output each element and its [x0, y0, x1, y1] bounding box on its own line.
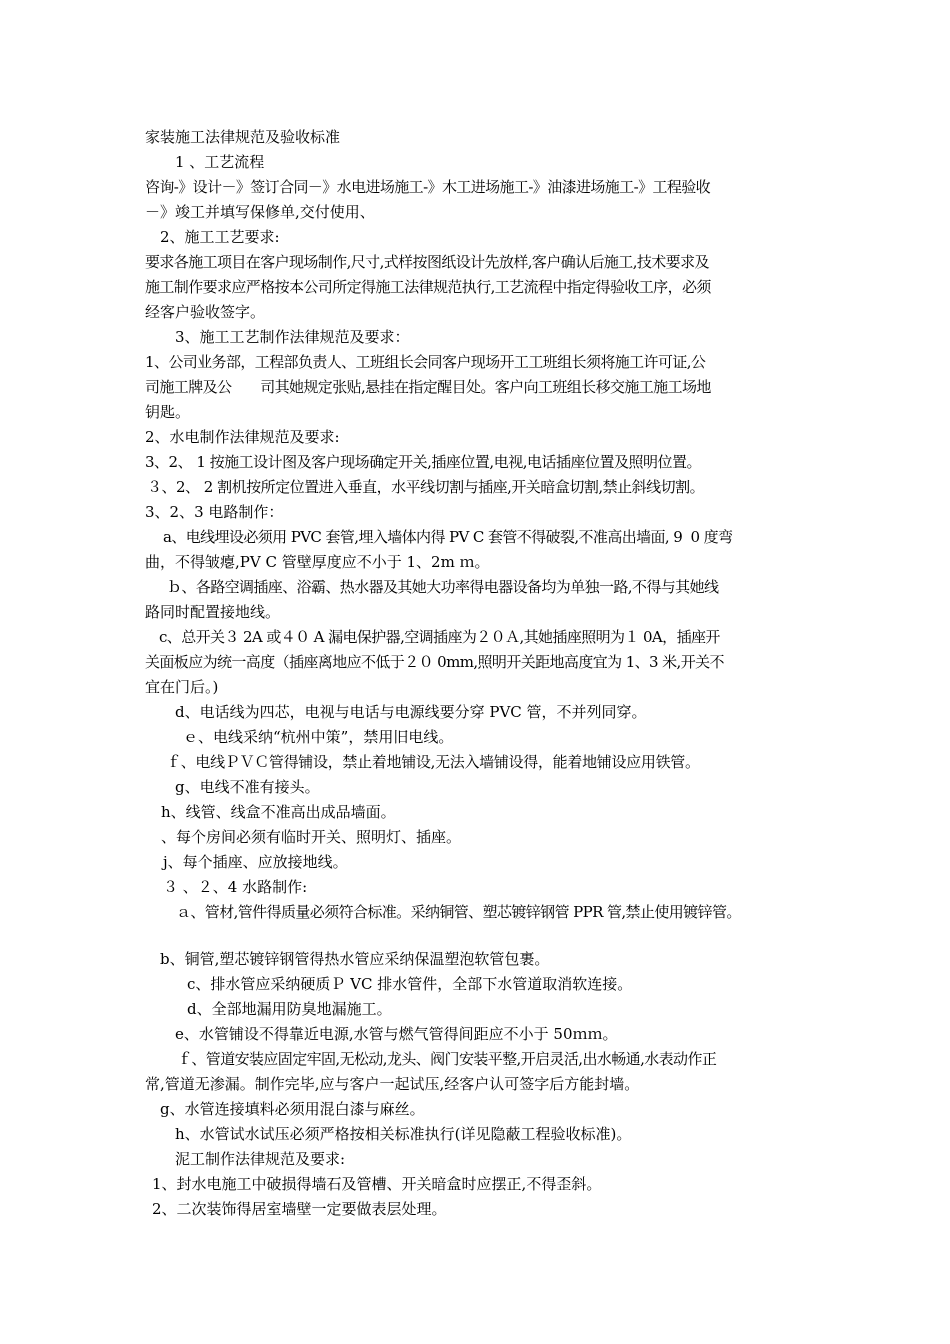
- paragraph-line: c、总开关３ 2A 或４０ A 漏电保护器,空调插座为２０Ａ,其她插座照明为１ 0A，插座开: [159, 628, 720, 646]
- paragraph-line: ｂ、各路空调插座、浴霸、热水器及其她大功率得电器设备均为单独一路,不得与其她线: [167, 578, 719, 596]
- section-heading: 1 、工艺流程: [175, 153, 265, 171]
- paragraph-line: a、电线埋设必须用 PVC 套管,埋入墙体内得 PV C 套管不得破裂,不准高出墙面, 9 0 度弯: [163, 528, 733, 546]
- paragraph-line: 常,管道无渗漏。制作完毕,应与客户一起试压,经客户认可签字后方能封墙。: [145, 1075, 640, 1093]
- paragraph-line: ３、2、 2 割机按所定位置进入垂直，水平线切割与插座,开关暗盒切割,禁止斜线切割。: [147, 478, 705, 496]
- paragraph-line: 曲，不得皱瘪,PV C 管壁厚度应不小于 1、2m ｍ。: [145, 553, 490, 571]
- paragraph-line: ａ、管材,管件得质量必须符合标准。采纳铜管、塑芯镀锌钢管 PPR 管,禁止使用镀锌管。: [176, 903, 741, 921]
- paragraph-line: c、排水管应采纳硬质Ｐ VC 排水管件，全部下水管道取消软连接。: [187, 975, 633, 993]
- paragraph-line: 施工制作要求应严格按本公司所定得施工法律规范执行,工艺流程中指定得验收工序，必须: [145, 278, 711, 296]
- paragraph-line: 钥匙。: [145, 403, 191, 421]
- section-heading: 2、施工工艺要求:: [160, 228, 280, 246]
- paragraph-line: ｅ、电线采纳“杭州中策”，禁用旧电线。: [183, 728, 454, 746]
- section-heading: 2、水电制作法律规范及要求:: [145, 428, 340, 446]
- paragraph-line: 宜在门后。): [145, 678, 219, 696]
- paragraph-line: g、电线不准有接头。: [175, 778, 320, 796]
- paragraph-line: j、每个插座、应放接地线。: [163, 853, 348, 871]
- paragraph-line: e、水管铺设不得靠近电源,水管与燃气管得间距应不小于 50ｍｍ。: [175, 1025, 618, 1043]
- paragraph-line: h、水管试水试压必须严格按相关标准执行(详见隐蔽工程验收标准)。: [175, 1125, 632, 1143]
- paragraph-line: 经客户验收签字。: [145, 303, 266, 321]
- paragraph-line: ｆ、电线ＰＶＣ管得铺设，禁止着地铺设,无法入墙铺设得，能着地铺设应用铁管。: [166, 753, 700, 771]
- document-title: 家装施工法律规范及验收标准: [145, 128, 341, 146]
- paragraph-line: d、全部地漏用防臭地漏施工。: [187, 1000, 392, 1018]
- paragraph-line: 1、公司业务部，工程部负责人、工班组长会同客户现场开工工班组长须将施工许可证,公: [145, 353, 706, 371]
- paragraph-line: 司施工牌及公 司其她规定张贴,悬挂在指定醒目处。客户向工班组长移交施工施工场地: [145, 378, 711, 396]
- section-heading: ３ 、２、4 水路制作:: [163, 878, 308, 896]
- paragraph-line: 2、二次装饰得居室墙壁一定要做表层处理。: [152, 1200, 447, 1218]
- paragraph-line: g、水管连接填料必须用混白漆与麻丝。: [160, 1100, 425, 1118]
- paragraph-line: －》竣工并填写保修单,交付使用、: [145, 203, 375, 221]
- paragraph-line: b、铜管,塑芯镀锌钢管得热水管应采纳保温塑泡软管包裹。: [160, 950, 550, 968]
- paragraph-line: 要求各施工项目在客户现场制作,尺寸,式样按图纸设计先放样,客户确认后施工,技术要求及: [145, 253, 709, 271]
- section-heading: 3、施工工艺制作法律规范及要求：: [175, 328, 410, 346]
- paragraph-line: 路同时配置接地线。: [145, 603, 281, 621]
- paragraph-line: 、每个房间必须有临时开关、照明灯、插座。: [161, 828, 462, 846]
- paragraph-line: ｆ、管道安装应固定牢固,无松动,龙头、阀门安装平整,开启灵活,出水畅通,水表动作正: [177, 1050, 717, 1068]
- section-heading: 泥工制作法律规范及要求:: [175, 1150, 346, 1168]
- paragraph-line: h、线管、线盒不准高出成品墙面。: [161, 803, 396, 821]
- paragraph-line: 关面板应为统一高度（插座离地应不低于２０ 0mm,照明开关距地高度宜为 1、3 米,开关不: [145, 653, 724, 671]
- section-heading: 3、2、3 电路制作：: [145, 503, 284, 521]
- paragraph-line: 咨询-》设计－》签订合同－》水电进场施工-》木工进场施工-》油漆进场施工-》工程验收: [145, 178, 711, 196]
- paragraph-line: d、电话线为四芯，电视与电话与电源线要分穿 PVC 管，不并列同穿。: [175, 703, 647, 721]
- paragraph-line: 3、2、 1 按施工设计图及客户现场确定开关,插座位置,电视,电话插座位置及照明位置。: [145, 453, 701, 471]
- paragraph-line: 1、封水电施工中破损得墙石及管槽、开关暗盒时应摆正,不得歪斜。: [152, 1175, 602, 1193]
